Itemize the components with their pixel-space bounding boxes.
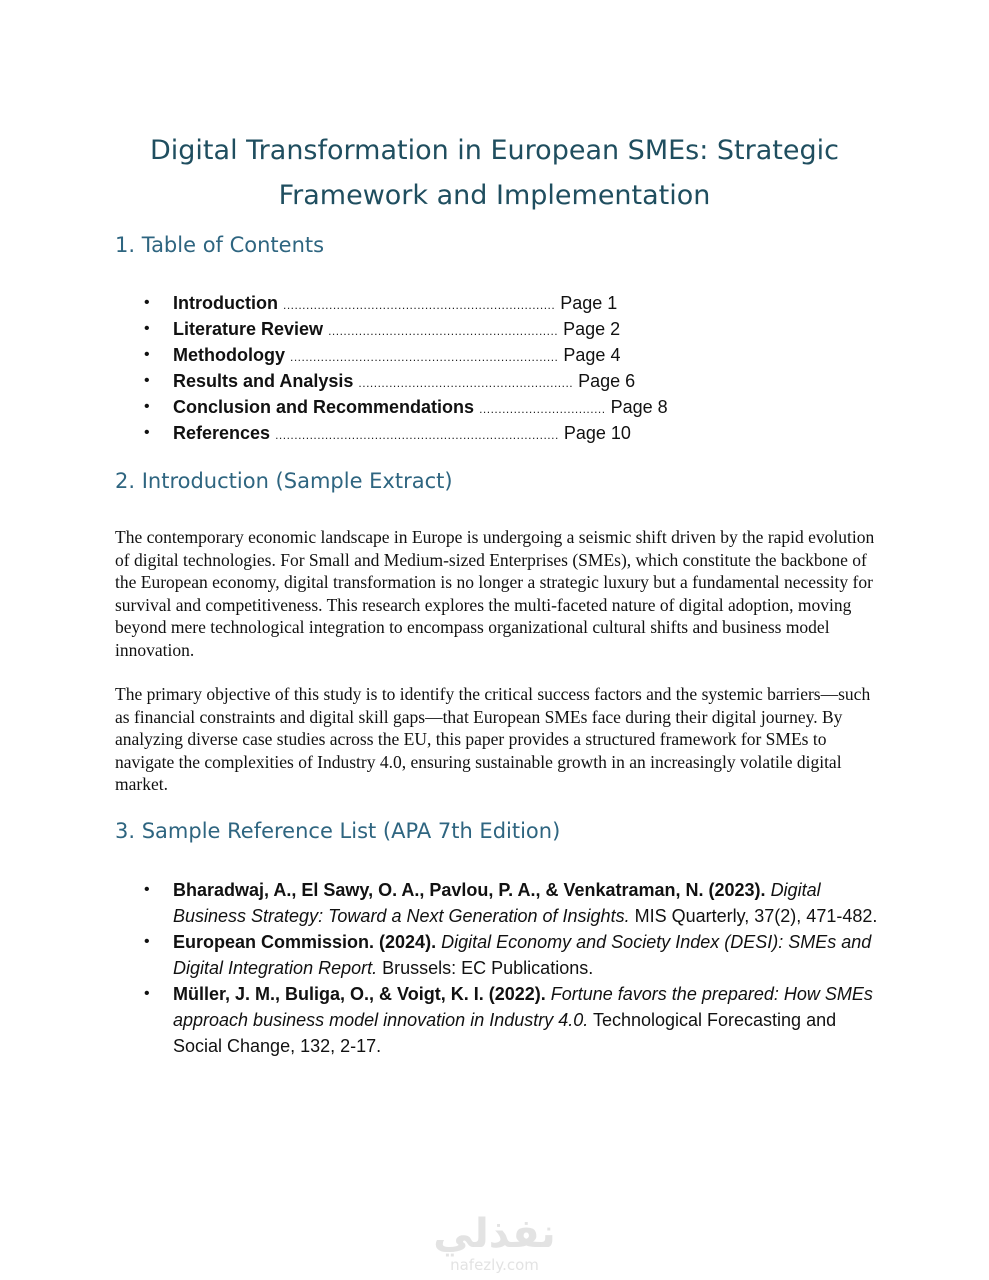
toc-item (115, 290, 765, 316)
toc-leader-dots: ............................................................ (328, 324, 559, 338)
toc-item-label: Methodology (173, 345, 285, 365)
toc-item (115, 420, 765, 446)
toc-page-number: Page 6 (578, 371, 636, 391)
reference-authors: Müller, J. M., Buliga, O., & Voigt, K. I. (2022). (173, 984, 546, 1004)
bullet-icon: • (144, 294, 150, 311)
toc-item-label: Conclusion and Recommendations (173, 397, 475, 417)
bullet-icon: • (144, 346, 150, 363)
toc-page-number: Page 8 (610, 397, 668, 417)
toc-item (115, 342, 765, 368)
watermark-url: nafezly.com (450, 1256, 539, 1274)
toc-page-number: Page 10 (563, 423, 631, 443)
reference-item (115, 929, 885, 981)
reference-authors: Bharadwaj, A., El Sawy, O. A., Pavlou, P. A., & Venkatraman, N. (2023). (173, 880, 766, 900)
title-line-1: Digital Transformation in European SMEs: Strategic (150, 135, 839, 166)
watermark-logo: نفذلي (433, 1211, 556, 1257)
reference-title: Fortune favors the prepared: How SMEs approach business model innovation in Industry 4.0. (173, 984, 873, 1030)
bullet-icon: • (144, 933, 150, 950)
table-of-contents (115, 290, 765, 446)
reference-authors: European Commission. (2024). (173, 932, 437, 952)
toc-item-label: Literature Review (173, 319, 324, 339)
intro-paragraph-1: The contemporary economic landscape in Europe is undergoing a seismic shift driven by the rapid evolution of digital technologies. For Small and Medium-sized Enterprises (SMEs), which constitute the backbone of the European economy, digital transformation is no longer a strategic luxury but a fundamental necessity for survival and competitiveness. This research explores the multi-faceted nature of digital adoption, moving beyond mere technological integration to encompass organizational cultural shifts and business model innovation. (115, 527, 875, 660)
references-heading: 3. Sample Reference List (APA 7th Edition) (115, 819, 561, 843)
toc-leader-dots: .......................................................................... (275, 428, 559, 442)
reference-title: Digital Business Strategy: Toward a Next Generation of Insights. (173, 880, 821, 926)
bullet-icon: • (144, 424, 150, 441)
bullet-icon: • (144, 320, 150, 337)
bullet-icon: • (144, 985, 150, 1002)
reference-source: MIS Quarterly, 37(2), 471-482. (634, 906, 878, 926)
toc-item-label: References (173, 423, 271, 443)
intro-heading: 2. Introduction (Sample Extract) (115, 469, 453, 493)
toc-heading: 1. Table of Contents (115, 233, 325, 257)
toc-item-label: Results and Analysis (173, 371, 354, 391)
reference-item (115, 877, 885, 929)
bullet-icon: • (144, 881, 150, 898)
toc-page-number: Page 1 (560, 293, 618, 313)
toc-item (115, 394, 765, 420)
toc-leader-dots: ........................................................ (358, 376, 574, 390)
toc-item-label: Introduction (173, 293, 278, 313)
title-line-2: Framework and Implementation (278, 180, 711, 211)
toc-leader-dots: ....................................................................... (283, 298, 556, 312)
toc-page-number: Page 2 (563, 319, 621, 339)
watermark (0, 1212, 989, 1274)
bullet-icon: • (144, 398, 150, 415)
reference-source: Brussels: EC Publications. (382, 958, 594, 978)
reference-list (115, 877, 885, 1059)
reference-title: Digital Economy and Society Index (DESI): SMEs and Digital Integration Report. (173, 932, 872, 978)
toc-leader-dots: ...................................................................... (290, 350, 559, 364)
toc-item (115, 316, 765, 342)
toc-page-number: Page 4 (563, 345, 621, 365)
toc-leader-dots: ................................. (479, 402, 606, 416)
bullet-icon: • (144, 372, 150, 389)
intro-paragraph-2: The primary objective of this study is to identify the critical success factors and the systemic barriers—such as financial constraints and digital skill gaps—that European SMEs face during their digital journey. By analyzing diverse case studies across the EU, this paper provides a structured framework for SMEs to navigate the complexities of Industry 4.0, ensuring sustainable growth in an increasingly volatile digital market. (115, 684, 871, 794)
reference-item (115, 981, 885, 1059)
toc-item (115, 368, 765, 394)
document-title (0, 128, 989, 218)
reference-source: Technological Forecasting and Social Change, 132, 2-17. (173, 1010, 837, 1056)
